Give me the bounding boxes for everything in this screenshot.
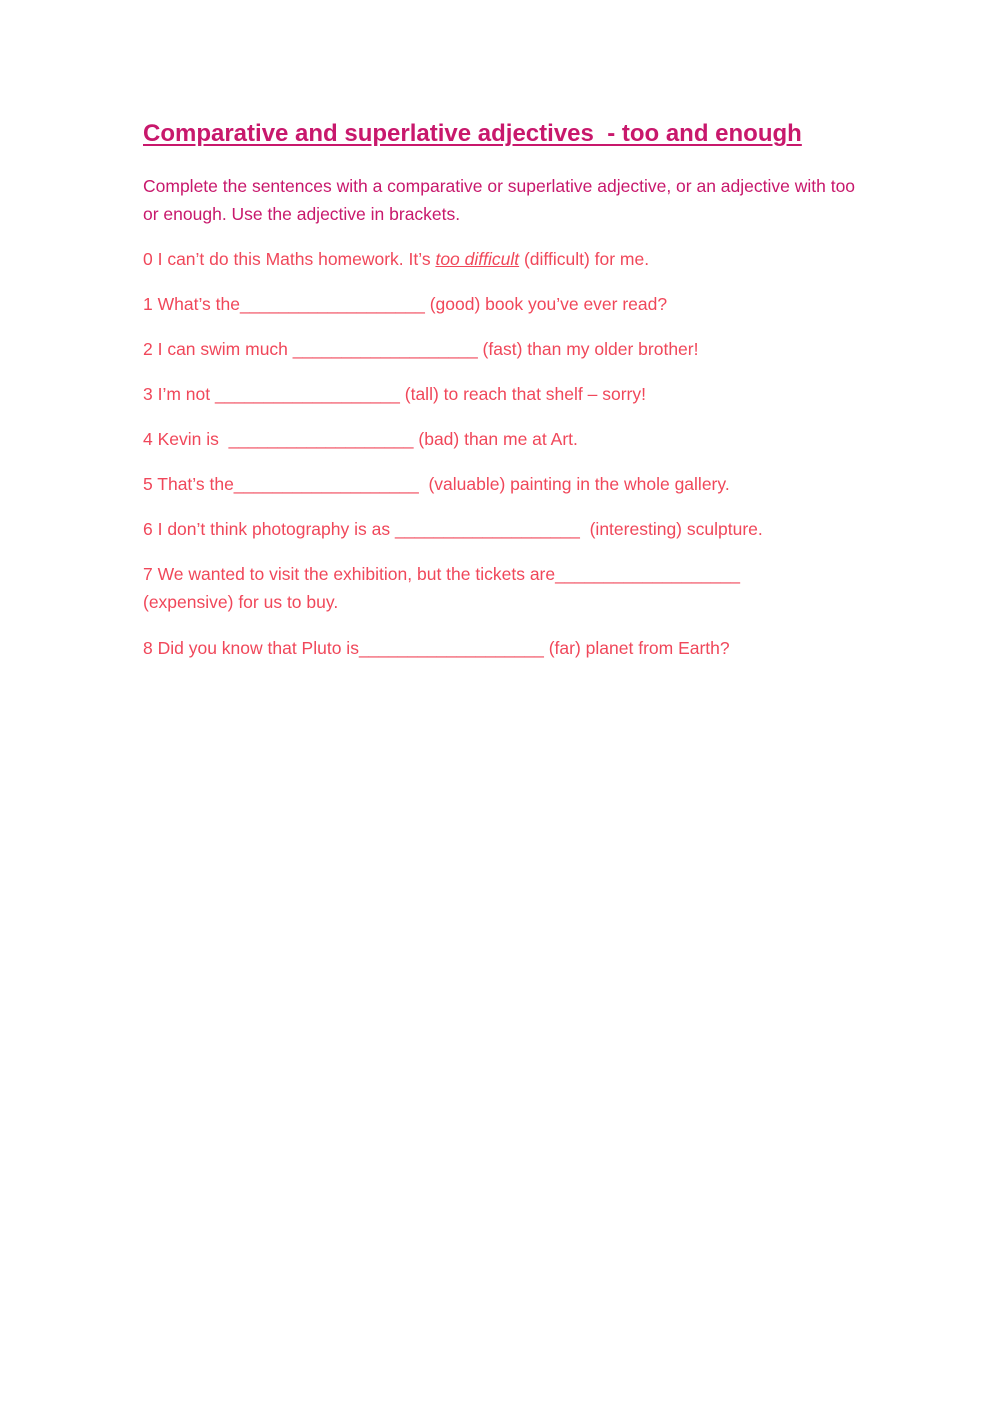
worksheet-title: Comparative and superlative adjectives - too and enough: [143, 120, 802, 147]
exercise-item-6: 6 I don’t think photography is as ___________________ (interesting) sculpture.: [143, 519, 763, 539]
example-answer: too difficult: [435, 249, 520, 269]
example-after: (difficult) for me.: [519, 249, 650, 269]
example-before: 0 I can’t do this Maths homework. It’s: [143, 249, 436, 269]
exercise-item-3: 3 I’m not ___________________ (tall) to reach that shelf – sorry!: [143, 384, 646, 404]
exercise-item-2: 2 I can swim much ___________________ (fast) than my older brother!: [143, 339, 699, 359]
example-sentence: [143, 245, 863, 273]
exercise-item-8: 8 Did you know that Pluto is___________________ (far) planet from Earth?: [143, 638, 730, 658]
instructions-text: Complete the sentences with a comparative or superlative adjective, or an adjective with too or enough. Use the adjective in brackets.: [143, 176, 856, 224]
exercise-item-1: 1 What’s the___________________ (good) book you’ve ever read?: [143, 294, 668, 314]
exercise-item-4: 4 Kevin is ___________________ (bad) than me at Art.: [143, 429, 578, 449]
exercise-item-7: 7 We wanted to visit the exhibition, but the tickets are___________________ (expensive) for us to buy.: [143, 564, 745, 612]
exercise-item-5: 5 That’s the___________________ (valuable) painting in the whole gallery.: [143, 474, 730, 494]
